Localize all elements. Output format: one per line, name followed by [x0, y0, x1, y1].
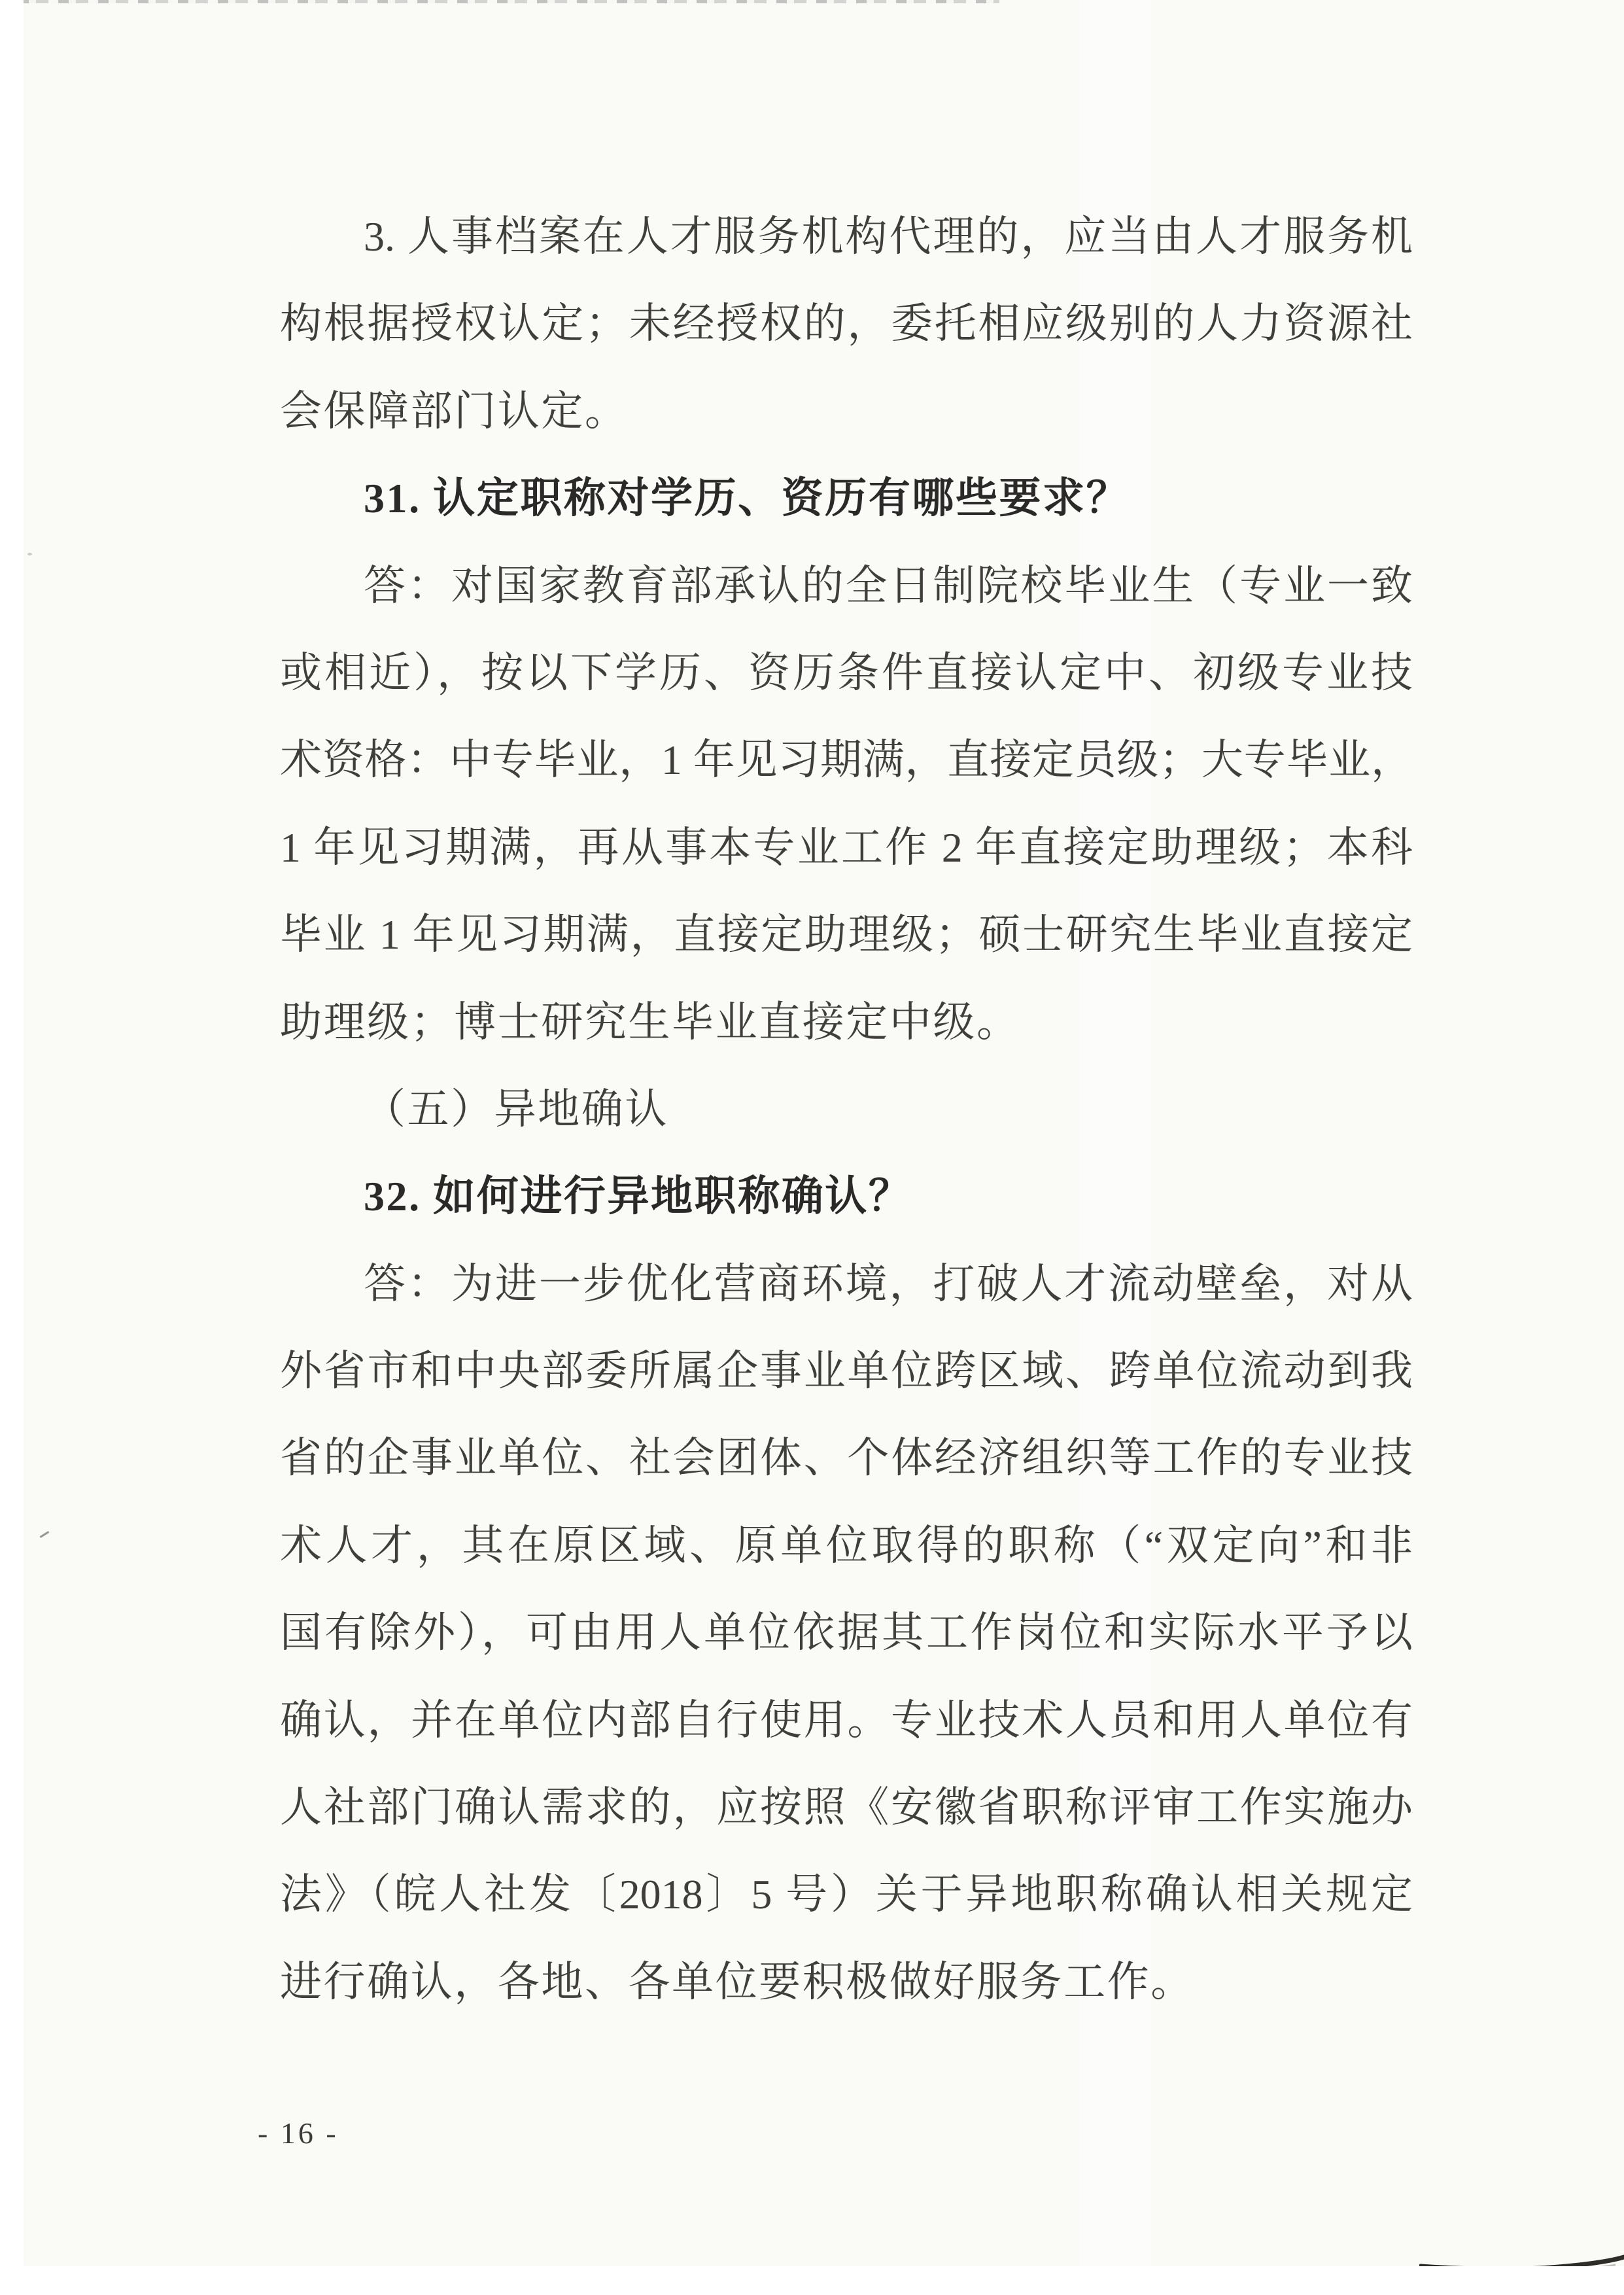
text-line: 省的企事业单位、社会团体、个体经济组织等工作的专业技: [280, 1435, 1413, 1482]
scan-speck: [27, 553, 32, 555]
text-line: 或相近），按以下学历、资历条件直接认定中、初级专业技: [280, 649, 1413, 696]
text-line: 进行确认，各地、各单位要积极做好服务工作。: [280, 1958, 1194, 2005]
text-line: 确认，并在单位内部自行使用。专业技术人员和用人单位有: [280, 1696, 1413, 1743]
scan-bottom-margin: [0, 2266, 1624, 2295]
question-31-heading: 31. 认定职称对学历、资历有哪些要求？: [364, 475, 1130, 522]
section-5-heading: （五）异地确认: [364, 1085, 668, 1132]
text-line: 外省市和中央部委所属企事业单位跨区域、跨单位流动到我: [280, 1348, 1413, 1395]
page-number: - 16 -: [258, 2116, 339, 2150]
text-line: 人社部门确认需求的，应按照《安徽省职称评审工作实施办: [280, 1784, 1413, 1831]
text-line: 国有除外），可由用人单位依据其工作岗位和实际水平予以: [280, 1609, 1413, 1656]
text-line: 法》（皖人社发〔2018〕5 号）关于异地职称确认相关规定: [280, 1871, 1413, 1918]
text-line: 毕业 1 年见习期满，直接定助理级；硕士研究生毕业直接定: [280, 911, 1413, 958]
text-line: 答：为进一步优化营商环境，打破人才流动壁垒，对从: [364, 1260, 1413, 1307]
text-line: 术人才，其在原区域、原单位取得的职称（“双定向”和非: [280, 1522, 1413, 1569]
question-32-heading: 32. 如何进行异地职称确认？: [364, 1173, 912, 1220]
text-line: 会保障部门认定。: [280, 387, 629, 434]
text-line: 助理级；博士研究生毕业直接定中级。: [280, 998, 1020, 1045]
text-line: 答：对国家教育部承认的全日制院校毕业生（专业一致: [364, 562, 1413, 609]
scan-speck: [39, 1531, 49, 1538]
scan-top-edge-artifact: [18, 0, 999, 3]
text-line: 构根据授权认定；未经授权的，委托相应级别的人力资源社: [280, 300, 1413, 347]
scan-left-margin: [0, 0, 24, 2295]
text-line: 1 年见习期满，再从事本专业工作 2 年直接定助理级；本科: [280, 824, 1413, 871]
text-line: 3. 人事档案在人才服务机构代理的，应当由人才服务机: [364, 213, 1413, 260]
document-text-block: [280, 193, 1413, 2025]
text-line: 术资格：中专毕业，1 年见习期满，直接定员级；大专毕业，: [280, 737, 1413, 784]
